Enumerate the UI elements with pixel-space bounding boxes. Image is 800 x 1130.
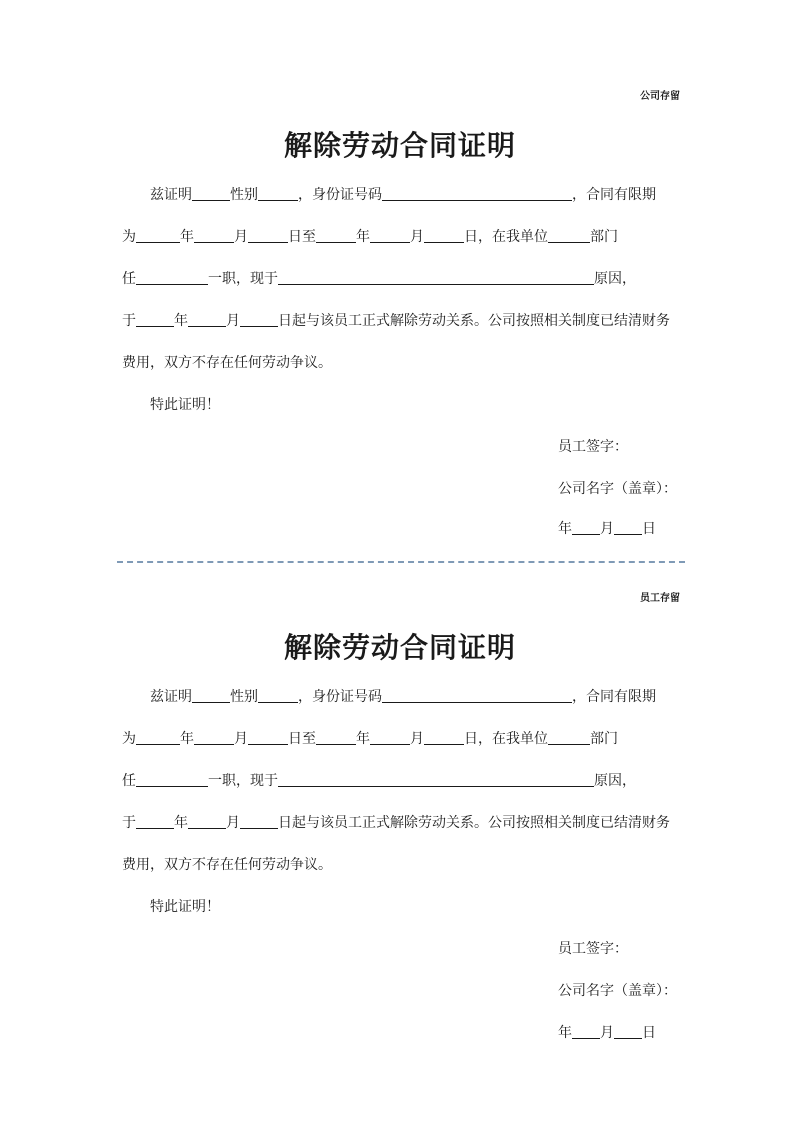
blank-reason[interactable] [278, 772, 594, 787]
blank-start-year[interactable] [136, 228, 180, 243]
blank-start-month[interactable] [194, 730, 234, 745]
blank-position[interactable] [136, 270, 208, 285]
blank-name[interactable] [192, 688, 230, 703]
blank-name[interactable] [192, 186, 230, 201]
para-line-3: 任 一职，现于 原因， [122, 773, 636, 789]
signature-date: 年 月 日 [558, 521, 656, 537]
blank-end-month[interactable] [370, 228, 410, 243]
blank-reason[interactable] [278, 270, 594, 285]
company-seal-label: 公司名字（盖章）： [558, 983, 677, 999]
blank-department[interactable] [548, 730, 590, 745]
para-line-2: 为 年 月 日至 年 月 日，在我单位 部门 [122, 731, 618, 747]
blank-id-number[interactable] [382, 688, 572, 703]
blank-gender[interactable] [258, 186, 298, 201]
document-title: 解除劳动合同证明 [283, 129, 516, 162]
blank-start-year[interactable] [136, 730, 180, 745]
para-line-3: 任 一职，现于 原因， [122, 271, 636, 287]
blank-end-month[interactable] [370, 730, 410, 745]
blank-end-year[interactable] [316, 228, 356, 243]
blank-gender[interactable] [258, 688, 298, 703]
employee-signature-label: 员工签字： [558, 439, 628, 455]
certificate-copy-employee [0, 502, 800, 1130]
blank-id-number[interactable] [382, 186, 572, 201]
blank-start-month[interactable] [194, 228, 234, 243]
para-line-1: 兹证明 性别 ，身份证号码 ，合同有限期 [150, 689, 656, 705]
blank-term-year[interactable] [136, 312, 174, 327]
blank-sign-day[interactable] [614, 1024, 642, 1039]
para-line-5: 费用，双方不存在任何劳动争议。 [122, 355, 332, 371]
blank-sign-month[interactable] [572, 1024, 600, 1039]
blank-term-day[interactable] [240, 312, 278, 327]
copy-tag: 公司存留 [640, 91, 680, 102]
blank-term-day[interactable] [240, 814, 278, 829]
blank-term-month[interactable] [188, 814, 226, 829]
employee-signature-label: 员工签字： [558, 941, 628, 957]
para-line-5: 费用，双方不存在任何劳动争议。 [122, 857, 332, 873]
document-title: 解除劳动合同证明 [283, 631, 516, 664]
copy-tag: 员工存留 [640, 593, 680, 604]
para-line-6: 特此证明！ [150, 899, 220, 915]
blank-end-year[interactable] [316, 730, 356, 745]
blank-term-year[interactable] [136, 814, 174, 829]
blank-department[interactable] [548, 228, 590, 243]
blank-start-day[interactable] [248, 730, 288, 745]
company-seal-label: 公司名字（盖章）： [558, 481, 677, 497]
para-line-4: 于 年 月 日起与该员工正式解除劳动关系。公司按照相关制度已结清财务 [122, 313, 670, 329]
blank-end-day[interactable] [424, 228, 464, 243]
para-line-6: 特此证明！ [150, 397, 220, 413]
signature-date: 年 月 日 [558, 1025, 656, 1041]
blank-end-day[interactable] [424, 730, 464, 745]
para-line-2: 为 年 月 日至 年 月 日，在我单位 部门 [122, 229, 618, 245]
blank-term-month[interactable] [188, 312, 226, 327]
para-line-4: 于 年 月 日起与该员工正式解除劳动关系。公司按照相关制度已结清财务 [122, 815, 670, 831]
certificate-copy-company [0, 0, 800, 560]
para-line-1: 兹证明 性别 ，身份证号码 ，合同有限期 [150, 187, 656, 203]
blank-start-day[interactable] [248, 228, 288, 243]
blank-position[interactable] [136, 772, 208, 787]
